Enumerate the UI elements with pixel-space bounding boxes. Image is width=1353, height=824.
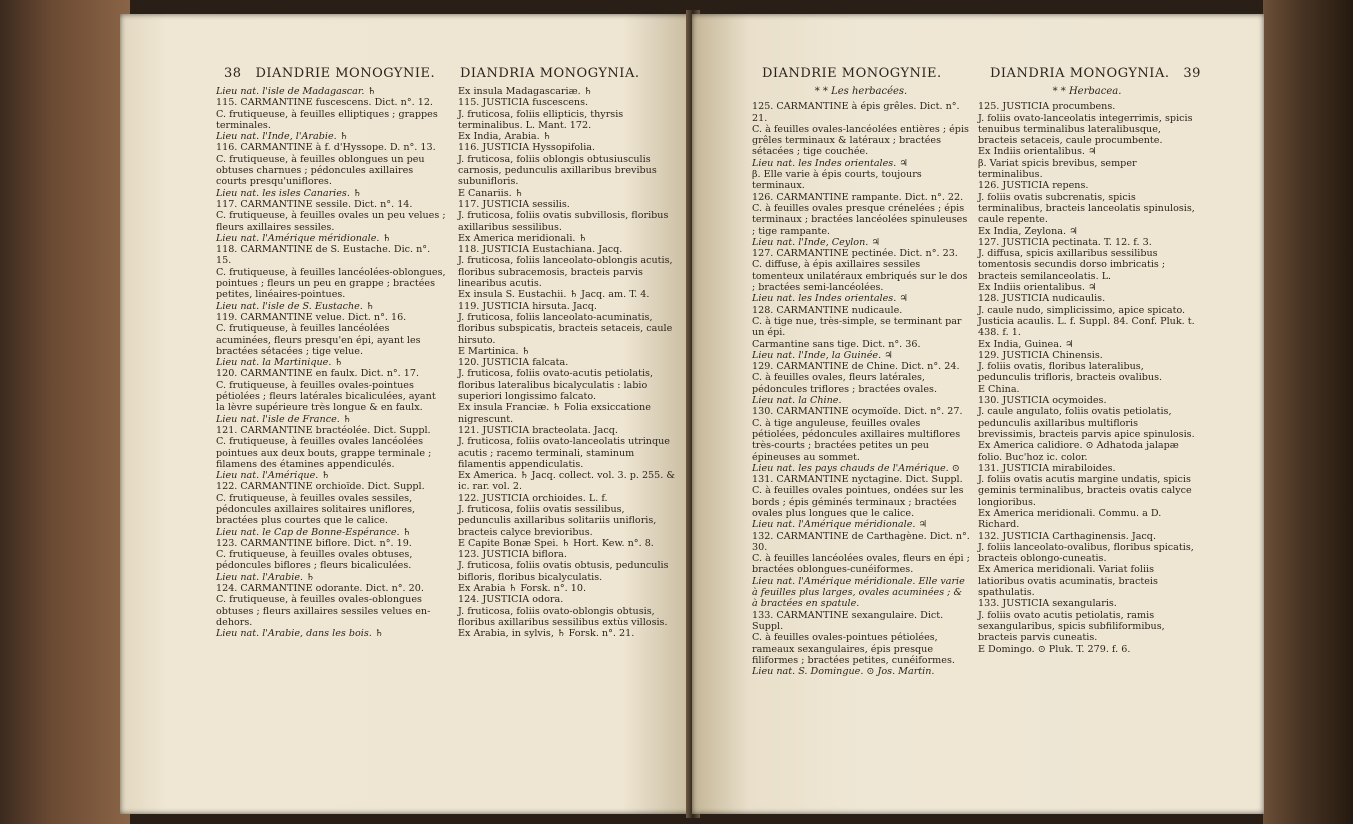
text-line: 124. CARMANTINE odorante. Dict. n°. 20. [216, 583, 424, 595]
text-line: Lieu nat. l'Amérique méridionale. Elle varie à feuilles plus larges, ovales acuminées ; & à bractées en spatule. [752, 575, 965, 610]
text-line: 116. CARMANTINE à f. d'Hyssope. D. n°. 13. [216, 142, 436, 154]
left-running-head-fr: DIANDRIE MONOGYNIE. [255, 66, 436, 81]
right-header-la [990, 66, 1201, 81]
text-line: 129. CARMANTINE de Chine. Dict. n°. 24. [752, 361, 960, 373]
text-line: 132. JUSTICIA Carthaginensis. Jacq. [978, 530, 1156, 542]
text-line: J. foliis ovato-lanceolatis integerrimis, spicis tenuibus terminalibus lateralibusque, bracteis setaceis, caule procumbente. [978, 112, 1193, 147]
text-line: 128. CARMANTINE nudicaule. [752, 304, 903, 316]
text-line: 119. CARMANTINE velue. Dict. n°. 16. [216, 311, 407, 323]
text-line: J. foliis lanceolato-ovalibus, floribus spicatis, bracteis oblongo-cuneatis. [978, 541, 1194, 565]
text-line: Lieu nat. la Martinique. ♄ [216, 357, 344, 369]
text-line: J. diffusa, spicis axillaribus sessilibus tomentosis secundis dorso imbricatis ; bracteis semilanceolatis. L. [978, 248, 1166, 282]
text-line: Lieu nat. l'Inde, la Guinée. ♃ [752, 349, 893, 361]
text-line: E Martinica. ♄ [458, 345, 531, 357]
left-running-head-la: DIANDRIA MONOGYNIA. [460, 66, 640, 81]
text-line: J. fruticosa, foliis ovato-oblongis obtusis, floribus axillaribus sessilibus extùs villosis. [458, 605, 668, 628]
text-line: C. frutiqueuse, à feuilles ovales obtuses, pédoncules biflores ; fleurs bicaliculées. [216, 549, 413, 572]
text-line: 120. JUSTICIA falcata. [458, 357, 569, 369]
text-line: C. frutiqueuse, à feuilles oblongues un peu obtuses charnues ; pédoncules axillaires courts presqu'uniflores. [216, 153, 425, 188]
text-line: β. Variat spicis brevibus, semper terminalibus. [978, 157, 1137, 181]
text-line: J. fruticosa, foliis ovatis obtusis, pedunculis bifloris, floribus bicalyculatis. [458, 560, 669, 583]
text-line: Ex America meridionali. ♄ [458, 232, 588, 244]
text-line: 133. CARMANTINE sexangulaire. Dict. Suppl. [752, 609, 944, 632]
text-line: 129. JUSTICIA Chinensis. [978, 349, 1103, 361]
text-line: J. fruticosa, foliis ovato-acutis petiolatis, floribus lateralibus bicalyculatis : labio superiori longissimo falcato. [458, 368, 653, 403]
text-line: C. à feuilles lancéolées ovales, fleurs en épi ; bractées oblongues-cunéiformes. [752, 553, 970, 576]
text-line: Lieu nat. l'isle de S. Eustache. ♄ [216, 300, 375, 312]
text-line: C. à feuilles ovales-lancéolées entières ; épis grêles terminaux & latéraux ; bractées sétacées ; tige couchée. [752, 123, 969, 158]
right-running-head-la: DIANDRIA MONOGYNIA. [990, 66, 1170, 81]
text-line: Ex India, Zeylona. ♃ [978, 225, 1078, 237]
text-line: Lieu nat. l'Inde, l'Arabie. ♄ [216, 131, 349, 143]
text-line: C. frutiqueuse, à feuilles ovales sessiles, pédoncules axillaires solitaires uniflores, bractées plus courtes que le calice. [216, 492, 416, 527]
text-line: C. frutiqueuse, à feuilles lancéolées acuminées, fleurs presqu'en épi, ayant les bractées sétacées ; tige velue. [216, 323, 421, 357]
text-line: 121. CARMANTINE bractéolée. Dict. Suppl. [216, 424, 431, 436]
text-line: Carmantine sans tige. Dict. n°. 36. [752, 338, 921, 350]
text-line: 130. CARMANTINE ocymoïde. Dict. n°. 27. [752, 406, 963, 418]
text-line: Ex Indiis orientalibus. ♃ [978, 146, 1097, 158]
text-line: 115. CARMANTINE fuscescens. Dict. n°. 12. [216, 97, 433, 109]
text-line: Lieu nat. l'isle de Madagascar. ♄ [216, 86, 377, 97]
text-line: Lieu nat. les pays chauds de l'Amérique. ⊙ [752, 462, 960, 474]
text-line: C. frutiqueuse, à feuilles ovales un peu velues ; fleurs axillaires sessiles. [216, 210, 446, 233]
text-line: J. foliis ovato acutis petiolatis, ramis sexangularibus, spicis subfiliformibus, bracteis parvis cuneatis. [978, 609, 1165, 644]
book-cover-left [0, 0, 130, 824]
text-line: Ex America. ♄ Jacq. collect. vol. 3. p. 255. & ic. rar. vol. 2. [458, 470, 675, 493]
right-column-latin [978, 86, 1196, 655]
text-line: 120. CARMANTINE en faulx. Dict. n°. 17. [216, 368, 420, 380]
text-line: J. fruticosa, foliis ovatis sessilibus, pedunculis axillaribus solitariis unifloris, bracteis calyce brevioribus. [458, 503, 657, 538]
text-line: C. à feuilles ovales presque crénelées ; épis terminaux ; bractées lancéolées spinuleuses ; tige rampante. [752, 202, 968, 237]
text-line: 123. CARMANTINE biflore. Dict. n°. 19. [216, 537, 412, 549]
text-line: Lieu nat. les isles Canaries. ♄ [216, 187, 362, 199]
text-line: Lieu nat. l'Amérique. ♄ [216, 470, 330, 482]
text-line: 121. JUSTICIA bracteolata. Jacq. [458, 424, 618, 436]
text-line: 130. JUSTICIA ocymoides. [978, 395, 1107, 407]
text-line: Lieu nat. l'Arabie, dans les bois. ♄ [216, 628, 384, 640]
text-line: C. frutiqueuse, à feuilles ovales-pointues pétiolées ; fleurs latérales bicaliculées, ayant la lèvre supérieure très longue & en faulx. [216, 379, 436, 414]
text-line: 124. JUSTICIA odora. [458, 594, 564, 606]
text-line: Ex America calidiore. ⊙ Adhatoda jalapæ folio. Buc'hoz ic. color. [978, 440, 1179, 463]
right-page [692, 14, 1264, 814]
text-line: Lieu nat. S. Domingue. ⊙ Jos. Martin. [752, 666, 935, 678]
text-line: Ex India, Arabia. ♄ [458, 131, 552, 143]
text-line: C. frutiqueuse, à feuilles lancéolées-oblongues, pointues ; fleurs un peu en grappe ; bractées petites, linéaires-pointues. [216, 266, 446, 301]
text-line: J. caule nudo, simplicissimo, apice spicato. [978, 304, 1186, 316]
right-page-number: 39 [1183, 66, 1201, 81]
text-line: 127. JUSTICIA pectinata. T. 12. f. 3. [978, 236, 1152, 248]
text-line: Lieu nat. l'isle de France. ♄ [216, 413, 352, 425]
text-line: J. fruticosa, foliis ovato-lanceolatis utrinque acutis ; racemo terminali, staminum filamentis appendiculatis. [458, 436, 670, 470]
text-line: 132. CARMANTINE de Carthagène. Dict. n°. 30. [752, 530, 970, 553]
text-line: Lieu nat. l'Amérique méridionale. ♄ [216, 232, 392, 244]
text-line: 123. JUSTICIA biflora. [458, 549, 567, 561]
left-column-latin [458, 86, 680, 640]
text-line: Ex insula Franciæ. ♄ Folia exsiccatione nigrescunt. [458, 402, 651, 425]
text-line: J. fruticosa, foliis lanceolato-acuminatis, floribus subspicatis, bracteis setaceis, caule hirsuto. [458, 311, 673, 346]
text-line: J. foliis ovatis, floribus lateralibus, pedunculis trifloris, bracteis ovalibus. [978, 361, 1163, 384]
text-line: Ex America meridionali. Variat foliis latioribus ovatis acuminatis, bracteis spathulatis. [978, 564, 1158, 599]
text-line: Lieu nat. l'Arabie. ♄ [216, 571, 315, 583]
section-heading-la: * * Herbacea. [1052, 86, 1122, 97]
text-line: J. foliis ovatis subcrenatis, spicis terminalibus, bracteis lanceolatis spinulosis, caule repente. [978, 191, 1195, 226]
text-line: J. fruticosa, foliis oblongis obtusiusculis carnosis, pedunculis axillaribus brevibus subunifloris. [458, 153, 657, 188]
left-page-number: 38 [224, 66, 242, 81]
text-line: Lieu nat. le Cap de Bonne-Espérance. ♄ [216, 526, 412, 538]
text-line: C. frutiqueuse, à feuilles elliptiques ; grappes terminales. [216, 108, 438, 131]
text-line: 119. JUSTICIA hirsuta. Jacq. [458, 300, 597, 312]
text-line: C. à feuilles ovales, fleurs latérales, pédoncules triflores ; bractées ovales. [752, 372, 938, 395]
right-column-french [752, 86, 970, 677]
text-line: 118. CARMANTINE de S. Eustache. Dic. n°. 15. [216, 244, 431, 267]
text-line: J. fruticosa, foliis ellipticis, thyrsis terminalibus. L. Mant. 172. [458, 108, 624, 131]
text-line: Ex insula S. Eustachii. ♄ Jacq. am. T. 4. [458, 289, 650, 301]
text-line: 133. JUSTICIA sexangularis. [978, 598, 1117, 610]
text-line: C. frutiqueuse, à feuilles ovales-oblongues obtuses ; fleurs axillaires sessiles velues en-dehors. [216, 594, 431, 628]
text-line: Lieu nat. l'Amérique méridionale. ♃ [752, 519, 928, 531]
text-line: 131. JUSTICIA mirabiloides. [978, 462, 1116, 474]
text-line: 125. CARMANTINE à épis grêles. Dict. n°. 21. [752, 101, 960, 124]
text-line: J. fruticosa, foliis ovatis subvillosis, floribus axillaribus sessilibus. [458, 210, 669, 233]
text-line: 118. JUSTICIA Eustachiana. Jacq. [458, 244, 623, 256]
text-line: C. à feuilles ovales pointues, ondées sur les bords ; épis géminés terminaux ; bractées ovales plus longues que le calice. [752, 485, 964, 519]
book-cover-right [1263, 0, 1353, 824]
text-line: 131. CARMANTINE nyctagine. Dict. Suppl. [752, 474, 963, 486]
text-line: Ex Indiis orientalibus. ♃ [978, 282, 1097, 294]
text-line: C. frutiqueuse, à feuilles ovales lancéolées pointues aux deux bouts, grappe terminale ; filamens des étamines appendiculés. [216, 436, 432, 470]
text-line: 115. JUSTICIA fuscescens. [458, 97, 589, 109]
text-line: E Capite Bonæ Spei. ♄ Hort. Kew. n°. 8. [458, 537, 654, 549]
left-column-french [216, 86, 446, 640]
text-line: Ex Arabia ♄ Forsk. n°. 10. [458, 583, 586, 595]
text-line: 122. CARMANTINE orchioïde. Dict. Suppl. [216, 481, 425, 493]
text-line: E Canariis. ♄ [458, 187, 524, 199]
text-line: Lieu nat. la Chine. [752, 395, 842, 407]
right-running-head-fr: DIANDRIE MONOGYNIE. [762, 66, 942, 81]
text-line: Justicia acaulis. L. f. Suppl. 84. Conf. Pluk. t. 438. f. 1. [978, 315, 1195, 339]
text-line: E Domingo. ⊙ Pluk. T. 279. f. 6. [978, 643, 1131, 655]
text-line: Ex India, Guinea. ♃ [978, 338, 1074, 350]
text-line: J. caule angulato, foliis ovatis petiolatis, pedunculis axillaribus multifloris brevissimis, bracteis parvis apice spinulosis. [978, 406, 1195, 440]
text-line: 128. JUSTICIA nudicaulis. [978, 293, 1106, 305]
text-line: C. à tige nue, très-simple, se terminant par un épi. [752, 315, 962, 339]
text-line: 117. CARMANTINE sessile. Dict. n°. 14. [216, 198, 413, 210]
text-line: E China. [978, 383, 1020, 395]
section-heading-fr: * * Les herbacées. [814, 86, 908, 97]
text-line: Lieu nat. l'Inde, Ceylon. ♃ [752, 236, 880, 248]
left-page [120, 14, 692, 814]
text-line: β. Elle varie à épis courts, toujours terminaux. [752, 169, 922, 192]
text-line: 126. CARMANTINE rampante. Dict. n°. 22. [752, 191, 964, 203]
text-line: 127. CARMANTINE pectinée. Dict. n°. 23. [752, 248, 958, 260]
text-line: 122. JUSTICIA orchioides. L. f. [458, 492, 608, 504]
text-line: Lieu nat. les Indes orientales. ♃ [752, 157, 908, 169]
text-line: C. diffuse, à épis axillaires sessiles tomenteux unilatéraux embriqués sur le dos ; bractées semi-lancéolées. [752, 259, 968, 294]
text-line: C. à feuilles ovales-pointues pétiolées, rameaux sexangulaires, épis presque filiformes ; bractées petites, cunéiformes. [752, 632, 955, 666]
text-line: Ex America meridionali. Commu. a D. Richard. [978, 507, 1162, 531]
text-line: J. fruticosa, foliis lanceolato-oblongis acutis, floribus subracemosis, bracteis parvis linearibus acutis. [458, 255, 673, 290]
text-line: C. à tige anguleuse, feuilles ovales pétiolées, pédoncules axillaires multiflores très-courts ; bractées petites un peu épineuses au sommet. [752, 417, 961, 463]
text-line: 126. JUSTICIA repens. [978, 180, 1089, 192]
text-line: 117. JUSTICIA sessilis. [458, 198, 570, 210]
text-line: 116. JUSTICIA Hyssopifolia. [458, 142, 596, 154]
text-line: 125. JUSTICIA procumbens. [978, 101, 1116, 113]
text-line: Ex Arabia, in sylvis, ♄ Forsk. n°. 21. [458, 628, 635, 640]
text-line: J. foliis ovatis acutis margine undatis, spicis geminis terminalibus, bracteis ovatis calyce longioribus. [978, 474, 1192, 508]
left-header-fr [224, 66, 435, 81]
text-line: Lieu nat. les Indes orientales. ♃ [752, 293, 908, 305]
text-line: Ex insula Madagascariæ. ♄ [458, 86, 593, 97]
